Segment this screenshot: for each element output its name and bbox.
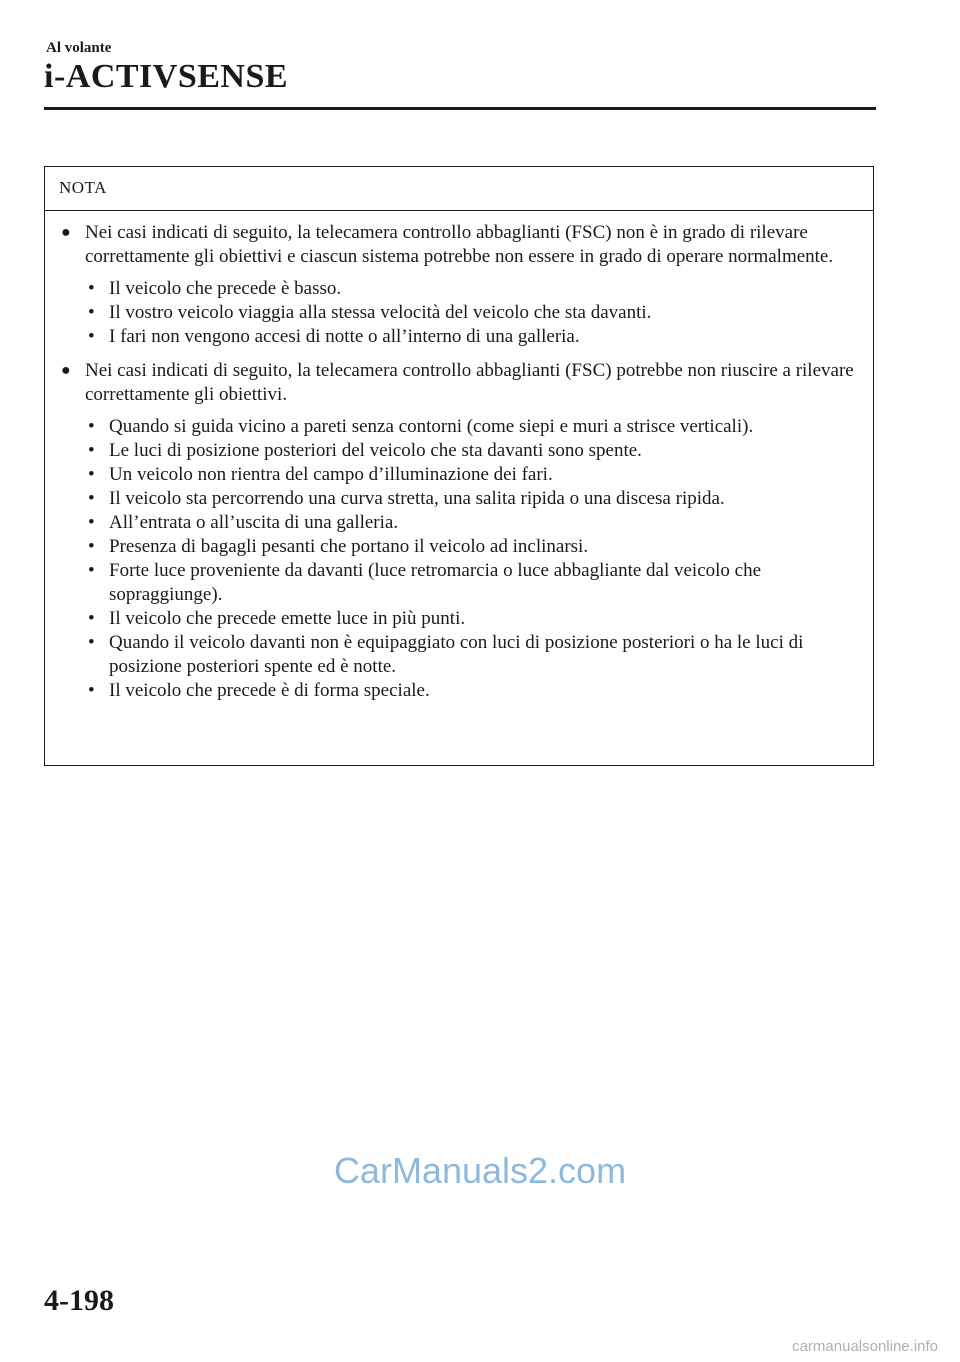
note-main-text: Nei casi indicati di seguito, la telecamera controllo abbaglianti (FSC) potrebbe non riuscire a rilevare correttamente gli obiettivi. xyxy=(85,360,854,405)
section-label: Al volante xyxy=(46,40,112,56)
note-body xyxy=(45,211,873,703)
list-item-text: Il veicolo che precede emette luce in più punti. xyxy=(109,608,466,629)
bullet-icon: • xyxy=(88,608,95,629)
list-item xyxy=(85,511,861,535)
bullet-icon: ● xyxy=(61,224,71,241)
list-item xyxy=(85,679,861,703)
bullet-icon: • xyxy=(88,560,95,581)
list-item xyxy=(85,487,861,511)
bullet-icon: • xyxy=(88,278,95,299)
note-sub-list xyxy=(85,415,861,703)
list-item-text: Il veicolo sta percorrendo una curva stretta, una salita ripida o una discesa ripida. xyxy=(109,488,725,509)
note-main-item xyxy=(61,359,861,407)
bullet-icon: • xyxy=(88,440,95,461)
bullet-icon: • xyxy=(88,302,95,323)
list-item xyxy=(85,607,861,631)
note-main-text: Nei casi indicati di seguito, la telecamera controllo abbaglianti (FSC) non è in grado di rilevare correttamente gli obiettivi e ciascun sistema potrebbe non essere in grado di operare normalmente. xyxy=(85,222,834,267)
list-item xyxy=(85,301,861,325)
bullet-icon: • xyxy=(88,464,95,485)
list-item-text: Presenza di bagagli pesanti che portano il veicolo ad inclinarsi. xyxy=(109,536,589,557)
list-item xyxy=(85,463,861,487)
list-item xyxy=(85,631,861,679)
list-item-text: Il veicolo che precede è basso. xyxy=(109,278,342,299)
title-rule xyxy=(44,107,876,110)
list-item xyxy=(85,325,861,349)
page-number: 4-198 xyxy=(44,1284,114,1317)
list-item-text: Il vostro veicolo viaggia alla stessa velocità del veicolo che sta davanti. xyxy=(109,302,652,323)
list-item-text: Un veicolo non rientra del campo d’illuminazione dei fari. xyxy=(109,464,553,485)
list-item-text: Forte luce proveniente da davanti (luce retromarcia o luce abbagliante dal veicolo che sopraggiunge). xyxy=(109,560,762,605)
bullet-icon: • xyxy=(88,632,95,653)
list-item xyxy=(85,439,861,463)
list-item-text: I fari non vengono accesi di notte o all’interno di una galleria. xyxy=(109,326,580,347)
note-header: NOTA xyxy=(45,167,873,211)
note-box xyxy=(44,166,874,766)
bullet-icon: • xyxy=(88,536,95,557)
bullet-icon: • xyxy=(88,512,95,533)
list-item-text: Le luci di posizione posteriori del veicolo che sta davanti sono spente. xyxy=(109,440,642,461)
bullet-icon: ● xyxy=(61,362,71,379)
list-item xyxy=(85,277,861,301)
note-sub-list xyxy=(85,277,861,349)
watermark-logo: CarManuals2.com xyxy=(333,1150,627,1191)
list-item-text: All’entrata o all’uscita di una galleria. xyxy=(109,512,399,533)
list-item-text: Quando il veicolo davanti non è equipaggiato con luci di posizione posteriori o ha le luci di posizione posteriori spente ed è notte. xyxy=(109,632,804,677)
bullet-icon: • xyxy=(88,326,95,347)
bullet-icon: • xyxy=(88,680,95,701)
list-item xyxy=(85,535,861,559)
list-item xyxy=(85,559,861,607)
bullet-icon: • xyxy=(88,416,95,437)
bullet-icon: • xyxy=(88,488,95,509)
list-item xyxy=(85,415,861,439)
page-title: i-ACTIVSENSE xyxy=(44,58,289,95)
note-main-item xyxy=(61,221,861,269)
footer-watermark: carmanualsonline.info xyxy=(792,1338,938,1355)
list-item-text: Quando si guida vicino a pareti senza contorni (come siepi e muri a strisce verticali). xyxy=(109,416,754,437)
list-item-text: Il veicolo che precede è di forma speciale. xyxy=(109,680,430,701)
